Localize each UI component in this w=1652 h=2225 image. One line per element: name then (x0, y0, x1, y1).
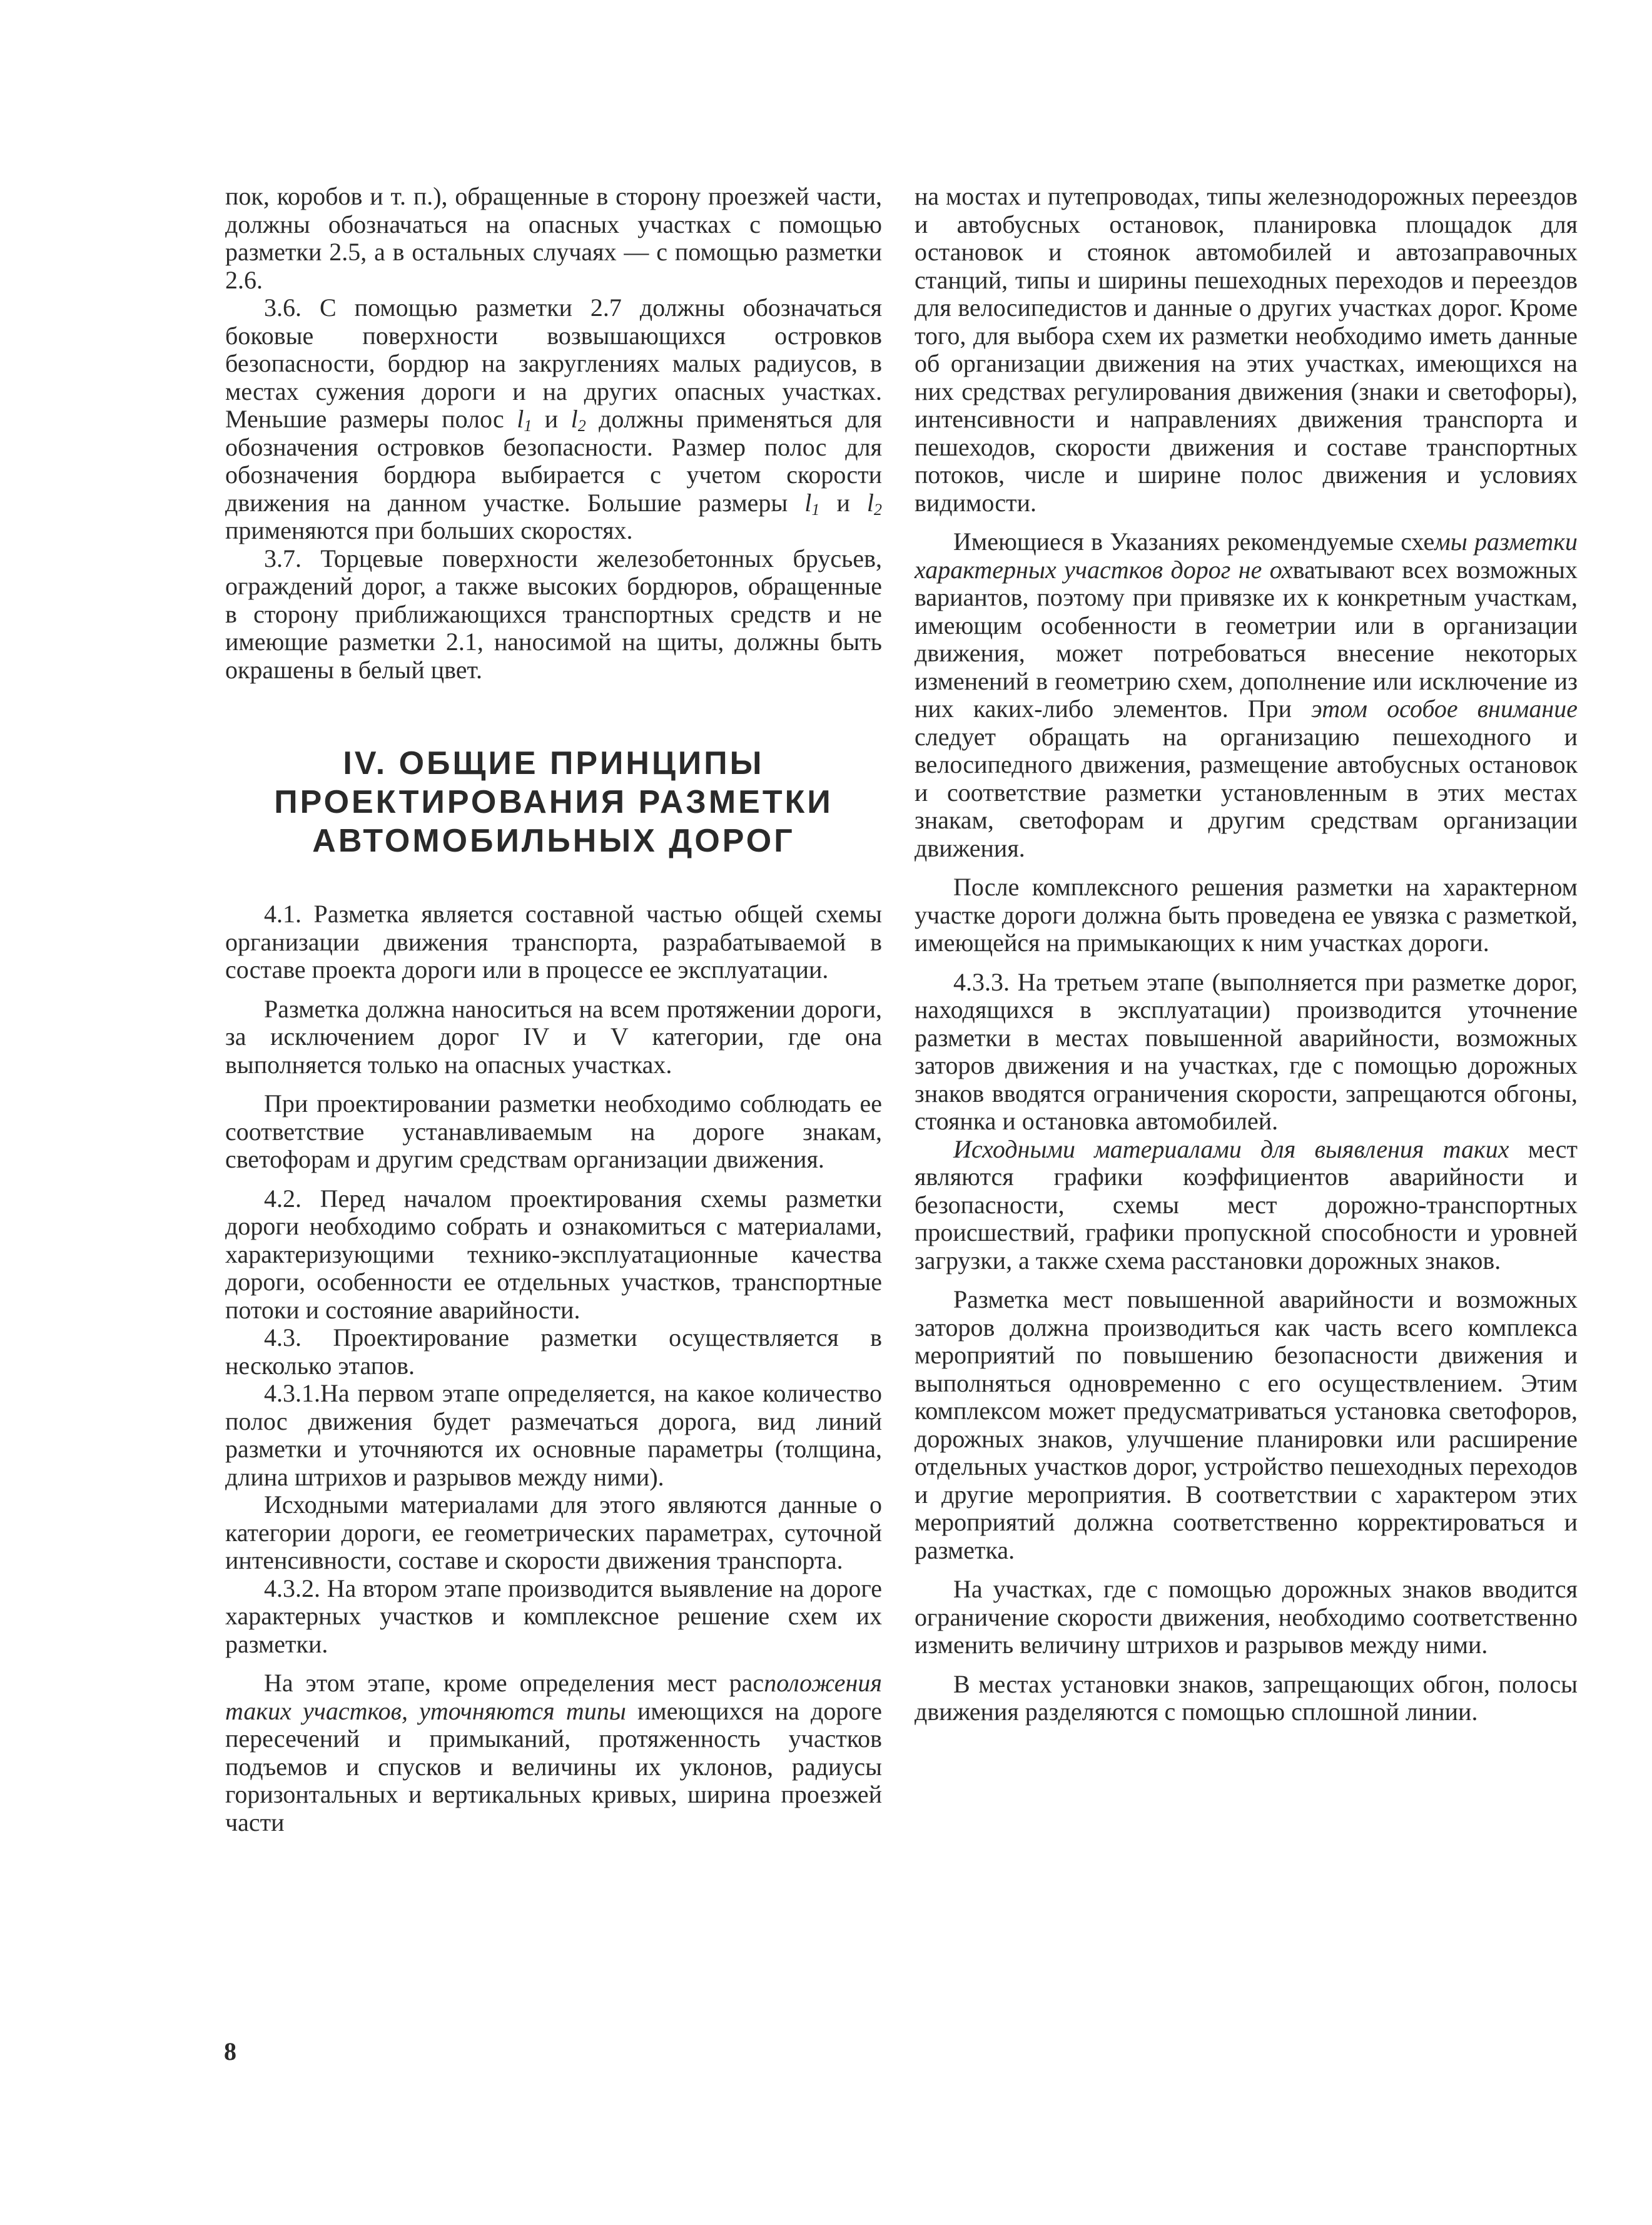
paragraph: При проектировании разметки необходимо соблюдать ее соответствие устанавливаемым на дороге знакам, светофорам и другим средствам организации движения. (225, 1089, 882, 1173)
paragraph: 3.7. Торцевые поверхности железобетонных брусьев, ограждений дорог, а также высоких бордюров, обращенные в сторону приближающихся транспортных средств и не имеющие разметки 2.1, наносимой на щиты, должны быть окрашены в белый цвет. (225, 544, 882, 684)
paragraph: 4.3.2. На втором этапе производится выявление на дороге характерных участков и комплексное решение схем их разметки. (225, 1574, 882, 1658)
paragraph: Исходными материалами для выявления таких мест являются графики коэффициентов аварийности и безопасности, схемы мест дорожно-транспортных происшествий, графики пропускной способности и уровней загрузки, а также схема расстановки дорожных знаков. (915, 1134, 1578, 1275)
paragraph: пок, коробов и т. п.), обращенные в сторону проезжей части, должны обозначаться на опасных участках с помощью разметки 2.5, а в остальных случаях — с помощью разметки 2.6. (225, 182, 882, 294)
left-column (225, 183, 882, 1836)
right-column (915, 183, 1578, 1726)
paragraph: 4.3.3. На третьем этапе (выполняется при разметке дорог, находящихся в эксплуатации) производится уточнение разметки в местах повышенной аварийности, возможных заторов движения и на участках, где с помощью дорожных знаков вводятся ограничения скорости, запрещаются обгоны, стоянка и остановка автомобилей. (915, 967, 1578, 1135)
paragraph: Разметка мест повышенной аварийности и возможных заторов должна производиться как часть всего комплекса мероприятий по повышению безопасности движения и выполняться одновременно с его осуществлением. Этим комплексом может предусматриваться установка светофоров, дорожных знаков, улучшение планировки или расширение отдельных участков дорог, устройство пешеходных переходов и другие мероприятия. В соответствии с характером этих мероприятий должна соответственно корректироваться и разметка. (915, 1285, 1578, 1564)
paragraph: Имеющиеся в Указаниях рекомендуемые схемы разметки характерных участков дорог не охватывают всех возможных вариантов, поэтому при привязке их к конкретным участкам, имеющим особенности в геометрии или в организации движения, может потребоваться внесение некоторых изменений в геометрию схем, дополнение или исключение из них каких-либо элементов. При этом особое внимание следует обращать на организацию пешеходного и велосипедного движения, размещение автобусных остановок и соответствие разметки установленным в этих местах знакам, светофорам и другим средствам организации движения. (915, 527, 1578, 862)
paragraph: на мостах и путепроводах, типы железнодорожных переездов и автобусных остановок, планировка площадок для остановок и стоянок автомобилей и автозаправочных станций, типы и ширины пешеходных переходов и переездов для велосипедистов и данные о других участках дорог. Кроме того, для выбора схем их разметки необходимо иметь данные об организации движения на этих участках, имеющихся на них средствах регулирования движения (знаки и светофоры), интенсивности и направлениях движения транспорта и пешеходов, скорости движения и составе транспортных потоков, числе и ширине полос движения и условиях видимости. (915, 182, 1578, 517)
paragraph: На этом этапе, кроме определения мест расположения таких участков, уточняются типы имеющихся на дороге пересечений и примыканий, протяженность участков подъемов и спусков и величины их уклонов, радиусы горизонтальных и вертикальных кривых, ширина проезжей части (225, 1669, 882, 1836)
paragraph: 3.6. С помощью разметки 2.7 должны обозначаться боковые поверхности возвышающихся островков безопасности, бордюр на закруглениях малых радиусов, в местах сужения дороги и на других опасных участках. Меньшие размеры полос $l_1$ и $l_2$ должны применяться для обозначения островков безопасности. Размер полос для обозначения бордюра выбирается с учетом скорости движения на данном участке. Большие размеры $l_1$ и $l_2$ применяются при больших скоростях. (225, 293, 882, 544)
paragraph: На участках, где с помощью дорожных знаков вводится ограничение скорости движения, необходимо соответственно изменить величину штрихов и разрывов между ними. (915, 1575, 1578, 1659)
paragraph: Исходными материалами для этого являются данные о категории дороги, ее геометрических параметрах, суточной интенсивности, составе и скорости движения транспорта. (225, 1490, 882, 1574)
paragraph: После комплексного решения разметки на характерном участке дороги должна быть проведена ее увязка с разметкой, имеющейся на примыкающих к ним участках дороги. (915, 873, 1578, 957)
paragraph: 4.3.1.На первом этапе определяется, на какое количество полос движения будет размечаться дорога, вид линий разметки и уточняются их основные параметры (толщина, длина штрихов и разрывов между ними). (225, 1379, 882, 1491)
section-heading: IV. ОБЩИЕ ПРИНЦИПЫ ПРОЕКТИРОВАНИЯ РАЗМЕТКИ АВТОМОБИЛЬНЫХ ДОРОГ (274, 745, 833, 859)
paragraph: В местах установки знаков, запрещающих обгон, полосы движения разделяются с помощью сплошной линии. (915, 1669, 1578, 1726)
paragraph: Разметка должна наноситься на всем протяжении дороги, за исключением дорог IV и V категории, где она выполняется только на опасных участках. (225, 994, 882, 1079)
paragraph: 4.1. Разметка является составной частью общей схемы организации движения транспорта, разрабатываемой в составе проекта дороги или в процессе ее эксплуатации. (225, 900, 882, 984)
paragraph: 4.2. Перед началом проектирования схемы разметки дороги необходимо собрать и ознакомиться с материалами, характеризующими технико-эксплуатационные качества дороги, особенности ее отдельных участков, транспортные потоки и состояние аварийности. (225, 1184, 882, 1324)
paragraph: 4.3. Проектирование разметки осуществляется в несколько этапов. (225, 1323, 882, 1380)
page-number: 8 (224, 2037, 236, 2065)
